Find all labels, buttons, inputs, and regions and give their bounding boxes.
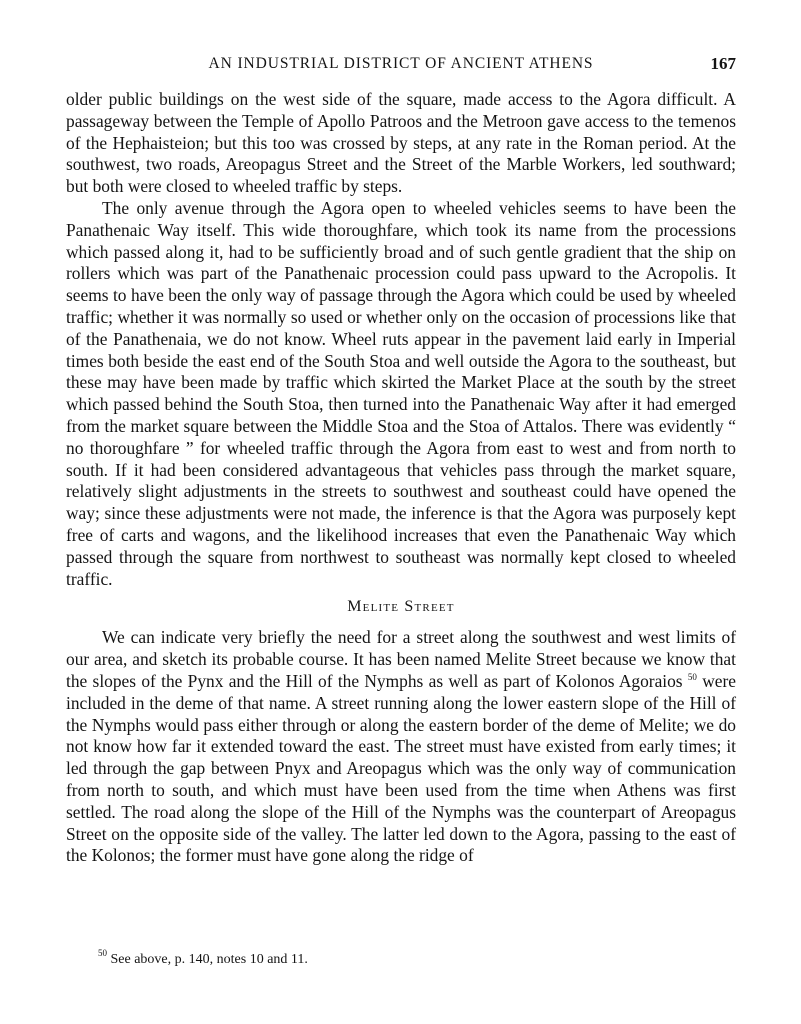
body-text <box>66 89 736 867</box>
section-heading: Melite Street <box>347 598 455 616</box>
paragraph-melite-text-b: were included in the deme of that name. A street running along the lower eastern slope of the Hill of the Nymphs would pass either through or along the eastern border of the deme of Melite; we do not know how far it extended toward the east. The street must have existed from early times; it led through the gap between Pnyx and Areopagus which was the only way of communication from north to south, and which must have been used from the time when Athens was first settled. The road along the slope of the Hill of the Nymphs was the counterpart of Areopagus Street on the opposite side of the valley. The latter led down to the Agora, passing to the east of the Kolonos; the former must have gone along the ridge of <box>66 670 736 866</box>
page-number: 167 <box>710 54 736 73</box>
paragraph-panathenaic-way: The only avenue through the Agora open to wheeled vehicles seems to have been the Panathenaic Way itself. This wide thoroughfare, which took its name from the processions which passed along it, had to be sufficiently broad and of such gentle gradient that the ship on rollers which was part of the Panathenaic procession could pass upward to the Acropolis. It seems to have been the only way of passage through the Agora which could be used by wheeled traffic; whether it was normally so used or whether only on the occasion of processions like that of the Panathenaia, we do not know. Wheel ruts appear in the pavement laid early in Imperial times both beside the east end of the South Stoa and well outside the Agora to the southeast, but these may have been made by traffic which skirted the Market Place at the south by the street which passed behind the South Stoa, then turned into the Panathenaic Way after it had emerged from the market square between the Middle Stoa and the Stoa of Attalos. There was evidently “ no thoroughfare ” for wheeled traffic through the Agora from east to west and from north to south. If it had been considered advantageous that vehicles pass through the market square, relatively slight adjustments in the streets to southwest and southeast could have opened the way; since these adjustments were not made, the inference is that the Agora was purposely kept free of carts and wagons, and the likelihood increases that even the Panathenaic Way which passed through the square from northwest to southeast was normally kept closed to wheeled traffic. <box>66 197 736 589</box>
paragraph-melite-street <box>66 627 736 867</box>
running-title: AN INDUSTRIAL DISTRICT OF ANCIENT ATHENS <box>208 55 594 72</box>
footnote-text: See above, p. 140, notes 10 and 11. <box>107 952 308 967</box>
footnote-reference: 50 <box>687 671 697 682</box>
paragraph-continued: older public buildings on the west side of the square, made access to the Agora difficult. A passageway between the Temple of Apollo Patroos and the Metroon gave access to the temenos of the Hephaisteion; but this too was crossed by steps, at any rate in the Roman period. At the southwest, two roads, Areopagus Street and the Street of the Marble Workers, led southward; but both were closed to wheeled traffic by steps. <box>66 89 736 197</box>
footnote <box>98 948 698 969</box>
paragraph-melite-text-a: We can indicate very briefly the need for a street along the southwest and west limits of our area, and sketch its probable course. It has been named Melite Street because we know that the slopes of the Pynx and the Hill of the Nymphs as well as part of Kolonos Agoraios <box>66 627 736 691</box>
footnote-number: 50 <box>98 948 107 958</box>
running-head <box>66 55 736 77</box>
